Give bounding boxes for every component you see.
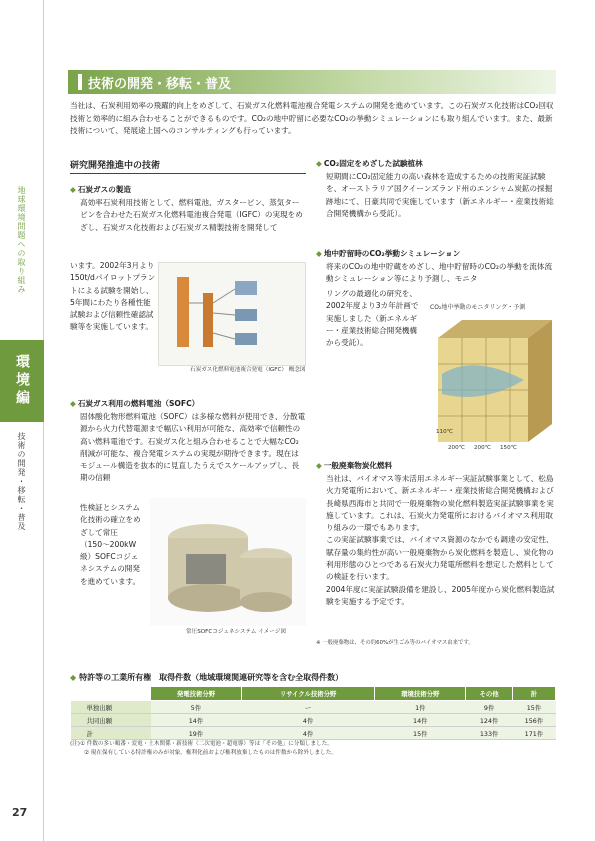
table-row [71,727,556,740]
table-note-1: (注)① 件数の多い順番・変電・土木関係・新技術（二次電池・超電導）等は「その他」に分類しました。 [70,741,333,747]
sidebar-vertical-text: 地球環境問題への取り組み [17,186,26,294]
table-cell: 14件 [375,714,466,727]
header-empty [71,687,151,701]
table-cell: 4件 [242,727,375,740]
section-sofc [70,398,306,485]
table-cell: 9件 [466,701,513,714]
cylinder-bottom [168,584,248,612]
sidebar [0,0,44,841]
diamond-icon: ◆ [316,159,322,168]
sidebar-section-tab[interactable]: 環境編 [0,340,44,422]
table-header-row [71,687,556,701]
sofc-image [150,498,306,626]
gas-turbine-shape [235,309,257,321]
table-cell: 5件 [151,701,242,714]
paragraph: 固体酸化物形燃料電池（SOFC）は多様な燃料が使用でき、分散電源から火力代替電源まで幅広い利用が可能な、高効率で信頼性の高い燃料電池です。石炭ガス化と組み合わせることで大幅なCO₂削減が可能な、複合発電システムの実現が期待できます。現在はモジュール構造を抜本的に見直したうえでスケールアップし、長期の信頼 [80,412,306,483]
table-cell: 4件 [242,714,375,727]
table-cell: ー [242,701,375,714]
igfc-diagram-svg [159,263,307,367]
section-sofc-cont [80,502,144,588]
subsection-title: ◆ 一般廃棄物炭化燃料 [316,461,393,470]
diamond-icon: ◆ [70,673,77,682]
temp-label-4: 150℃ [500,445,517,451]
table-cell: 19件 [151,727,242,740]
diamond-icon: ◆ [316,249,322,258]
table-cell: 133件 [466,727,513,740]
module-bottom [240,592,292,612]
section-co2-simulation-cont [326,288,422,349]
section-co2-simulation [316,248,556,286]
inner-equipment [186,554,226,584]
section-waste-fuel [316,460,556,608]
paragraph: 将来のCO₂の地中貯蔵をめざし、地中貯留時のCO₂の挙動を流体流動シミュレーション等により予測し、モニタ [326,262,553,284]
steam-turbine-shape [235,333,257,345]
temp-label-3: 200℃ [474,445,491,451]
diamond-icon: ◆ [70,185,76,194]
page-title: 技術の開発・移転・普及 [88,76,232,92]
diamond-icon: ◆ [70,399,76,408]
paragraph: 高効率石炭利用技術として、燃料電池、ガスタービン、蒸気タービンを合わせた石炭ガス化燃料電池複合発電（IGFC）の実現をめざし、石炭ガス化技術および石炭ガス精製技術を開発して [80,198,303,232]
paragraph: この実証試験事業では、バイオマス資源のなかでも調達の安定性、賦存量の集約性が高い一般廃棄物から炭化燃料を製造し、炭化物の利用形態のひとつである石炭火力発電所燃料を想定した燃料としての検証を行います。 [326,535,554,582]
table-title: ◆ 特許等の工業所有権 取得件数（地域環境関連研究等を含む全取得件数） [70,673,344,682]
page-number: 27 [12,806,28,819]
cube-side [528,320,552,442]
table-cell: 1件 [375,701,466,714]
waste-note: ※ 一般廃棄物は、その約60%が生ごみ等のバイオマス由来です。 [316,640,474,646]
table-row [71,714,556,727]
header-cell: 環境技術分野 [375,687,466,701]
subsection-title: ◆ 石炭ガスの製造 [70,185,131,194]
paragraph: います。2002年3月より150t/dパイロットプラントによる試験を開始し、5年間にわたり各種性能試験および信頼性確認試験等を実施しています。 [70,261,156,332]
table-row [71,701,556,714]
fuel-cell-shape [235,281,257,295]
patent-table [70,686,556,740]
paragraph: 性検証とシステム化技術の確立をめざして常圧（150〜200kW級）SOFCコジェネシステムの開発を進めています。 [80,503,141,586]
header-cell: 計 [512,687,555,701]
table-cell: 124件 [466,714,513,727]
title-accent [78,74,82,90]
temp-label-1: 110℃ [436,429,453,435]
subsection-title: ◆ 地中貯留時のCO₂挙動シミュレーション [316,249,461,258]
co2-figure-title: CO₂地中挙動のモニタリング・予測 [430,304,526,311]
paragraph: リングの最適化の研究を、2002年度より3カ年計画で実施しました（新エネルギー・産業技術総合開発機構から受託）。 [326,289,419,348]
table-cell: 171件 [512,727,555,740]
sofc-image-svg [150,498,306,626]
intro-paragraph: 当社は、石炭利用効率の飛躍的向上をめざして、石炭ガス化燃料電池複合発電システムの開発を進めています。この石炭ガス化技術はCO₂回収技術と効率的に組み合わせることができるものです。CO₂の地中貯留に必要なCO₂の挙動シミュレーションにも取り組んでいます。また、最新技術について、発展途上国へのコンサルティングも行っています。 [70,101,554,135]
section-afforestation [316,158,556,220]
table-note-2: ② 現在保有している特許権のみが対象。権利化前および権利放棄したものは件数から除外しました。 [84,749,337,756]
sofc-caption: 常圧SOFCコジェネシステム イメージ図 [186,629,286,635]
row-label: 単独出願 [71,701,151,714]
header-cell: リサイクル技術分野 [242,687,375,701]
igfc-diagram [158,262,306,366]
gasifier-shape [177,277,189,347]
paragraph: 当社は、バイオマス等未活用エネルギー実証試験事業として、松島火力発電所において、新エネルギー・産業技術総合開発機構および長崎県西海市と共同で一般廃棄物の炭化燃料製造実証試験事業を実施しています。これは、石炭火力発電所におけるバイオマス利用取り組みの一環でもあります。 [326,474,554,533]
paragraph: 短期間にCO₂固定能力の高い森林を造成するための技術実証試験を、オーストラリア国クイーンズランド州のエンシャム炭鉱の採掘跡地にて、日豪共同で実施しています（新エネルギー・産業技術総合開発機構から受託）。 [326,172,554,218]
table-notes [70,740,556,757]
table-cell: 15件 [512,701,555,714]
table-cell: 15件 [375,727,466,740]
section-coal-gas-cont [70,260,156,334]
section-coal-gas [70,184,306,234]
igfc-caption: 石炭ガス化燃料電池複合発電（IGFC） 概念図 [190,367,306,373]
page-title-bar [68,70,556,94]
header-cell: 発電技術分野 [151,687,242,701]
table-cell: 156件 [512,714,555,727]
row-label: 計 [71,727,151,740]
sidebar-subsection-text: 技術の開発・移転・普及 [17,432,26,531]
diamond-icon: ◆ [316,461,322,470]
table-cell: 14件 [151,714,242,727]
temp-label-2: 200℃ [448,445,465,451]
row-label: 共同出願 [71,714,151,727]
subsection-title: ◆ CO₂固定をめざした試験植林 [316,159,423,168]
subsection-title: ◆ 石炭ガス利用の燃料電池（SOFC） [70,399,200,408]
purifier-shape [203,293,213,347]
paragraph: 2004年度に実証試験設備を建設し、2005年度から炭化燃料製造試験を実施する予定です。 [326,584,555,606]
section-heading: 研究開発推進中の技術 [70,158,306,174]
header-cell: その他 [466,687,513,701]
